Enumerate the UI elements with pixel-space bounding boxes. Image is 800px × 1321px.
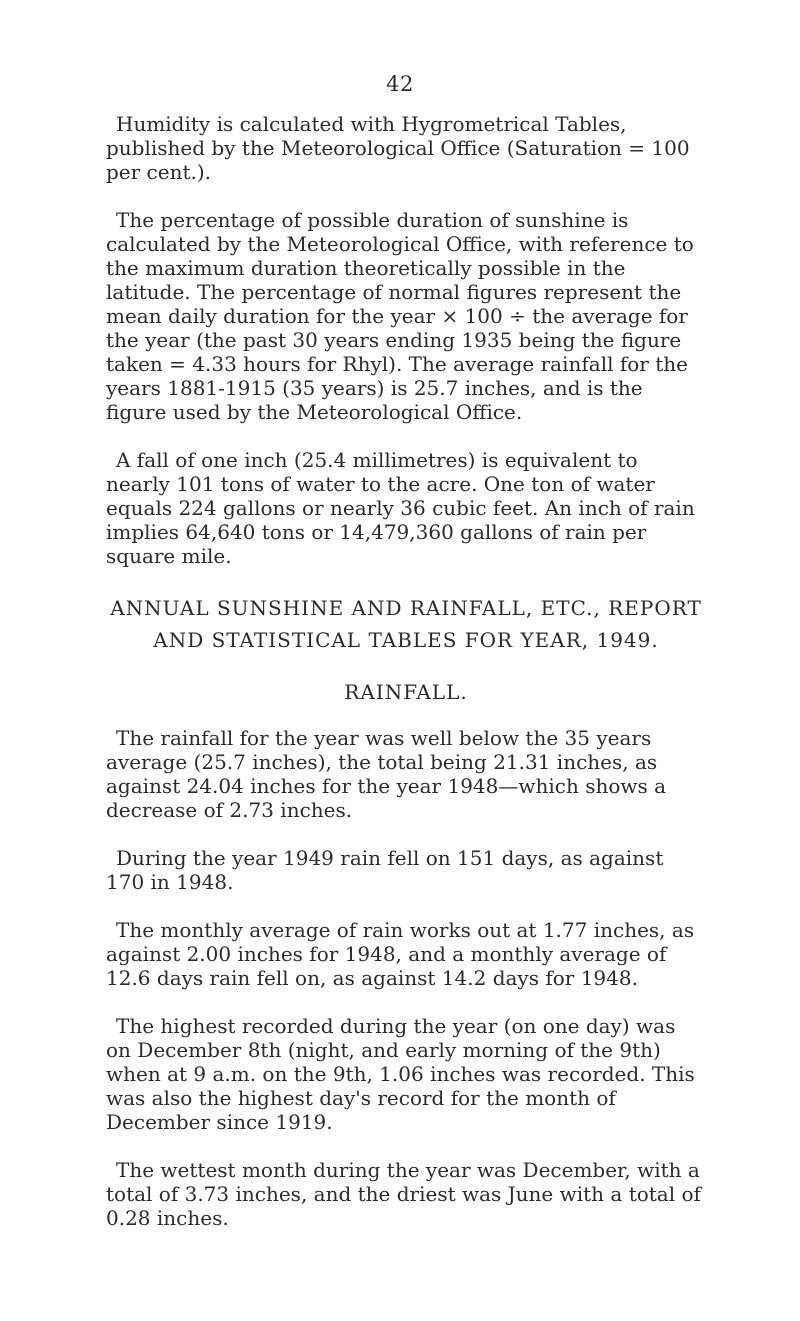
page-number: 42 [386, 72, 414, 96]
report-heading [106, 592, 706, 656]
rainfall-heading: RAINFALL. [344, 680, 468, 704]
rain-days-paragraph: During the year 1949 rain fell on 151 days, as against 170 in 1948. [106, 846, 664, 894]
humidity-paragraph: Humidity is calculated with Hygrometrical Tables, published by the Meteorological Office (Saturation = 100 per cent.). [106, 112, 690, 184]
wettest-month-paragraph: The wettest month during the year was December, with a total of 3.73 inches, and the driest was June with a total of 0.28 inches. [106, 1158, 701, 1230]
sunshine-paragraph: The percentage of possible duration of sunshine is calculated by the Meteorological Office, with reference to the maximum duration theoretically possible in the latitude. The percentage of normal figures represent the mean daily duration for the year × 100 ÷ the average for the year (the past 30 years ending 1935 being the figure taken = 4.33 hours for Rhyl). The average rainfall for the years 1881-1915 (35 years) is 25.7 inches, and is the figure used by the Meteorological Office. [106, 208, 694, 424]
report-heading-line-2: AND STATISTICAL TABLES FOR YEAR, 1949. [153, 628, 659, 652]
rainfall-total-paragraph: The rainfall for the year was well below the 35 years average (25.7 inches), the total being 21.31 inches, as against 24.04 inches for the year 1948—which shows a decrease of 2.73 inches. [106, 726, 667, 822]
monthly-average-paragraph: The monthly average of rain works out at 1.77 inches, as against 2.00 inches for 1948, and a monthly average of 12.6 days rain fell on, as against 14.2 days for 1948. [106, 918, 695, 990]
report-heading-line-1: ANNUAL SUNSHINE AND RAINFALL, ETC., REPORT [110, 596, 702, 620]
page-body [106, 112, 706, 1254]
rainfall-equivalence-paragraph: A fall of one inch (25.4 millimetres) is equivalent to nearly 101 tons of water to the acre. One ton of water equals 224 gallons or nearly 36 cubic feet. An inch of rain implies 64,640 tons or 14,479,360 gallons of rain per square mile. [106, 448, 695, 568]
highest-recorded-paragraph: The highest recorded during the year (on one day) was on December 8th (night, and early morning of the 9th) when at 9 a.m. on the 9th, 1.06 inches was recorded. This was also the highest day's record for the month of December since 1919. [106, 1014, 695, 1134]
